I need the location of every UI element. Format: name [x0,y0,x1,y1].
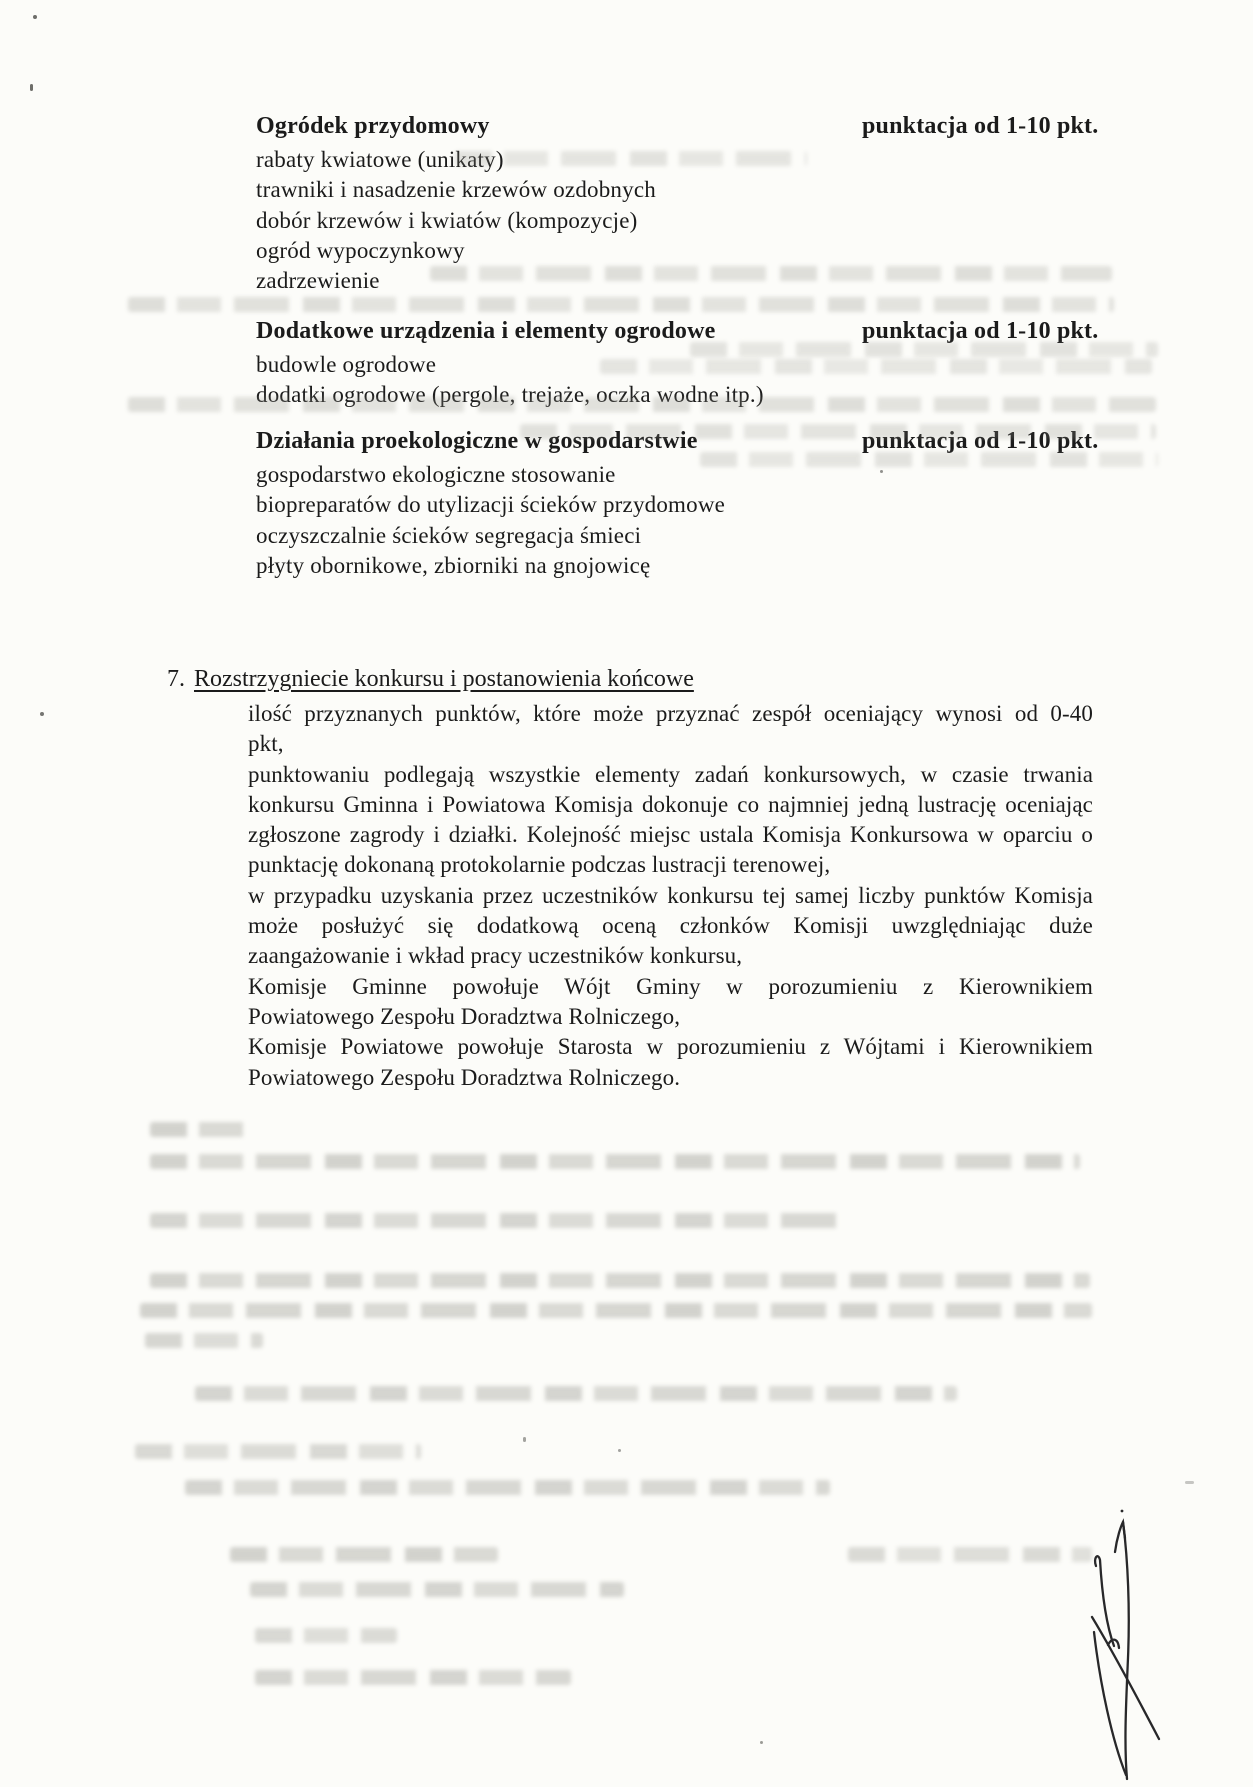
bleedthrough-line [135,1444,421,1459]
scan-speck [40,712,44,716]
scan-speck [30,84,33,91]
bleedthrough-line [520,424,1156,439]
bleedthrough-line [455,151,807,166]
signature-ink [1048,1498,1193,1787]
bleedthrough-line [185,1480,830,1495]
bleedthrough-line [690,342,1158,357]
bleedthrough-line [150,1154,1080,1169]
paragraph-line: zaangażowanie i wkład pracy uczestników konkursu, [248,943,743,969]
list-item: biopreparatów do utylizacji ścieków przydomowe [256,492,726,518]
scan-speck [1185,1481,1194,1484]
paragraph-line: Komisje Powiatowe powołuje Starosta w porozumieniu z Wójtami i Kierownikiem [248,1034,1093,1060]
bleedthrough-line [128,397,1156,412]
list-item: ogród wypoczynkowy [256,237,465,263]
points-label: punktacja od 1-10 pkt. [862,428,1099,454]
paragraph-line: konkursu Gminna i Powiatowa Komisja dokonuje co najmniej jedną lustrację oceniając [248,791,1093,817]
section-title: Ogródek przydomowy [256,113,490,139]
section7-title: Rozstrzygniecie konkursu i postanowienia końcowe [194,666,694,692]
section-title: Dodatkowe urządzenia i elementy ogrodowe [256,318,716,344]
scan-speck [523,1437,526,1442]
section-ecology [256,426,896,581]
section7-number: 7. [167,666,185,692]
bleedthrough-line [255,1670,571,1685]
list-item: budowle ogrodowe [256,352,437,377]
bleedthrough-line [128,297,1114,312]
list-item: płyty obornikowe, zbiorniki na gnojowicę [256,552,651,578]
paragraph-line: pkt, [248,731,284,757]
bleedthrough-line [230,1547,498,1562]
bleedthrough-line [600,359,1152,374]
list-item: trawniki i nasadzenie krzewów ozdobnych [256,177,656,203]
section7-paragraphs [248,699,1093,1093]
bleedthrough-line [700,452,1158,467]
scan-speck [618,1449,621,1452]
paragraph-line: ilość przyznanych punktów, które może przyznać zespół oceniający wynosi od 0-40 [248,701,1093,726]
list-item: oczyszczalnie ścieków segregacja śmieci [256,522,642,548]
bleedthrough-line [430,266,1112,281]
bleedthrough-line [150,1273,1090,1288]
points-label: punktacja od 1-10 pkt. [862,318,1099,344]
paragraph-line: w przypadku uzyskania przez uczestników konkursu tej samej liczby punktów Komisja [248,882,1093,908]
bleedthrough-line [255,1628,397,1643]
bleedthrough-line [250,1582,624,1597]
section-title: Działania proekologiczne w gospodarstwie [256,428,698,454]
list-item: dodatki ogrodowe (pergole, trejaże, oczka wodne itp.) [256,382,764,408]
list-item: gospodarstwo ekologiczne stosowanie [256,462,616,487]
list-item: dobór krzewów i kwiatów (kompozycje) [256,207,638,233]
list-item: rabaty kwiatowe (unikaty) [256,147,504,172]
bleedthrough-line [145,1333,263,1348]
paragraph-line: punktację dokonaną protokolarnie podczas lustracji terenowej, [248,852,831,878]
bleedthrough-line [195,1386,957,1401]
bleedthrough-line [140,1303,1092,1318]
bleedthrough-line [150,1122,246,1137]
bleedthrough-line [150,1213,850,1228]
paragraph-line: punktowaniu podlegają wszystkie elementy zadań konkursowych, w czasie trwania [248,761,1093,787]
paragraph-line: Powiatowego Zespołu Doradztwa Rolniczego. [248,1064,681,1090]
scan-speck [760,1741,763,1744]
points-label: punktacja od 1-10 pkt. [862,113,1099,139]
section7-heading [167,664,694,694]
paragraph-line: Komisje Gminne powołuje Wójt Gminy w porozumieniu z Kierownikiem [248,973,1093,999]
paragraph-line: może posłużyć się dodatkową oceną członków Komisji uwzględniając duże [248,913,1093,939]
paragraph-line: zgłoszone zagrody i działki. Kolejność miejsc ustala Komisja Konkursowa w oparciu o [248,822,1093,848]
paragraph-line: Powiatowego Zespołu Doradztwa Rolniczego, [248,1003,681,1029]
scan-speck [33,15,37,19]
list-item: zadrzewienie [256,268,380,294]
scan-speck [880,470,883,473]
